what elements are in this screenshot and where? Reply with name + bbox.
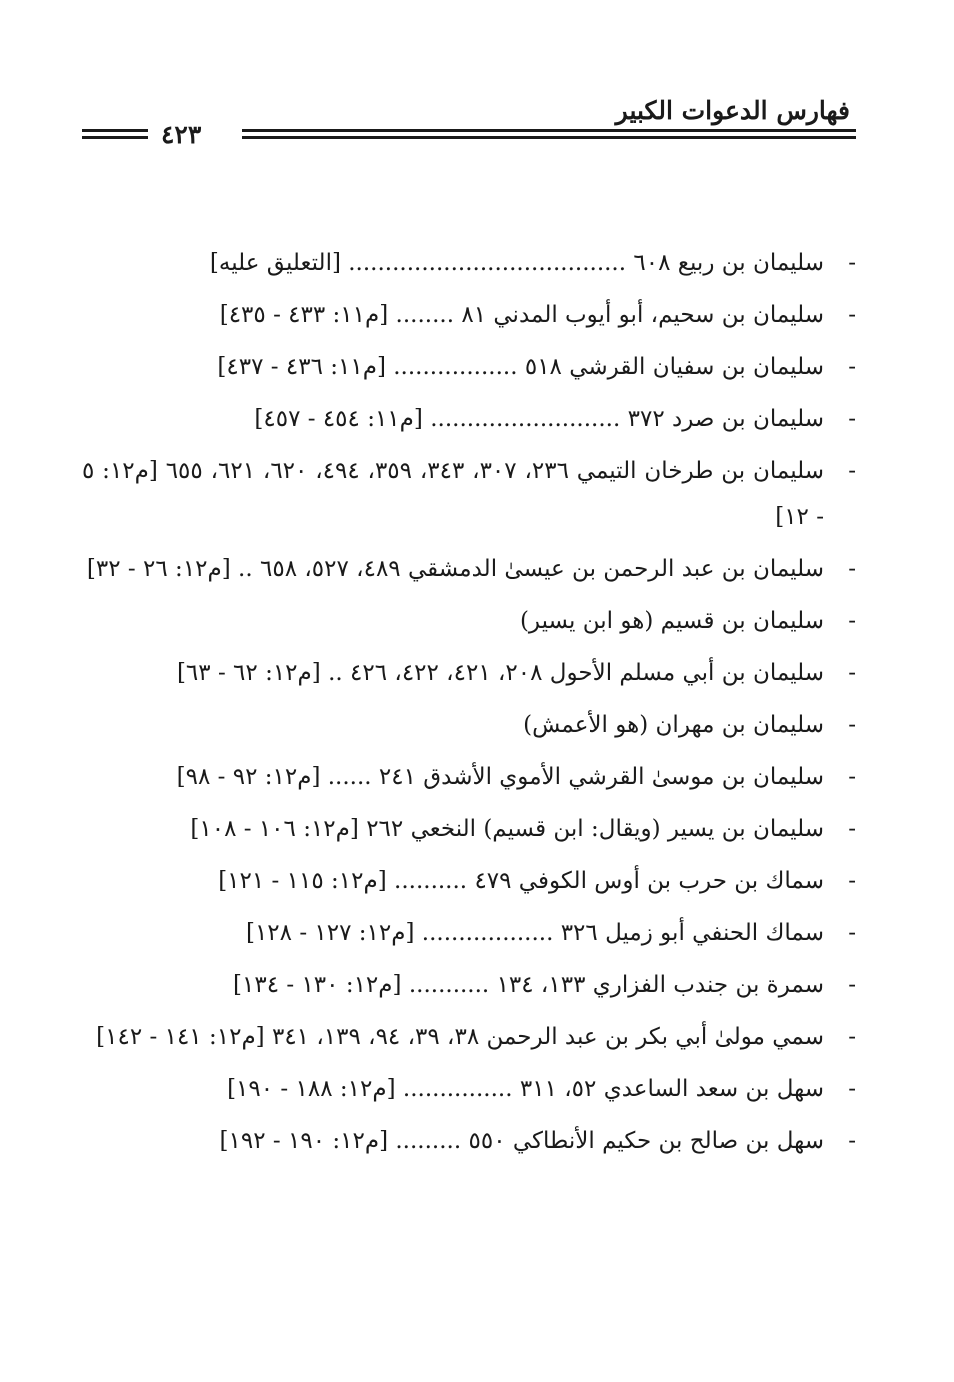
entry-text: سليمان بن أبي مسلم الأحول ٢٠٨، ٤٢١، ٤٢٢، ٤٢٦ .. [م١٢: ٦٢ - ٦٣] xyxy=(176,660,824,686)
entry-text: سهل بن سعد الساعدي ٥٢، ٣١١ ............... [م١٢: ١٨٨ - ١٩٠] xyxy=(227,1076,824,1102)
entry-text: سليمان بن مهران (هو الأعمش) xyxy=(523,712,824,738)
entry-text: سليمان بن قسيم (هو ابن يسير) xyxy=(519,608,824,634)
entry-dash: - xyxy=(848,556,856,582)
entry-text: سليمان بن سحيم، أبو أيوب المدني ٨١ ........ [م١١: ٤٣٣ - ٤٣٥] xyxy=(219,302,824,328)
page-header xyxy=(82,86,856,156)
entry-dash: - xyxy=(848,406,856,432)
index-entry xyxy=(82,1118,856,1164)
header-rule-left-top xyxy=(82,129,148,132)
entry-dash: - xyxy=(848,816,856,842)
entry-text: سماك بن حرب بن أوس الكوفي ٤٧٩ .......... [م١٢: ١١٥ - ١٢١] xyxy=(218,868,824,894)
entry-dash: - xyxy=(848,764,856,790)
entry-text: سليمان بن يسير (ويقال: ابن قسيم) النخعي ٢٦٢ [م١٢: ١٠٦ - ١٠٨] xyxy=(190,816,824,842)
entry-text: سليمان بن سفيان القرشي ٥١٨ ................. [م١١: ٤٣٦ - ٤٣٧] xyxy=(217,354,824,380)
header-rule-right-top xyxy=(242,129,856,132)
entry-text: سليمان بن صرد ٣٧٢ .......................... [م١١: ٤٥٤ - ٤٥٧] xyxy=(254,406,824,432)
entry-text: سمرة بن جندب الفزاري ١٣٣، ١٣٤ ........... [م١٢: ١٣٠ - ١٣٤] xyxy=(233,972,824,998)
index-entry xyxy=(82,962,856,1008)
entry-dash: - xyxy=(848,608,856,634)
index-entry xyxy=(82,292,856,338)
entry-dash: - xyxy=(848,458,856,484)
entry-text: سمي مولىٰ أبي بكر بن عبد الرحمن ٣٨، ٣٩، ٩٤، ١٣٩، ٣٤١ [م١٢: ١٤١ - ١٤٢] xyxy=(96,1024,824,1050)
entry-dash: - xyxy=(848,1076,856,1102)
index-entry xyxy=(82,396,856,442)
entry-dash: - xyxy=(848,920,856,946)
index-entry xyxy=(82,1066,856,1112)
entry-dash: - xyxy=(848,972,856,998)
entry-text: سماك الحنفي أبو زميل ٣٢٦ .................. [م١٢: ١٢٧ - ١٢٨] xyxy=(245,920,824,946)
entry-dash: - xyxy=(848,302,856,328)
index-entry xyxy=(82,806,856,852)
entry-dash: - xyxy=(848,712,856,738)
entry-text: سليمان بن ربيع ٦٠٨ ...................................... [التعليق عليه] xyxy=(209,250,824,276)
index-entry xyxy=(82,344,856,390)
index-entry xyxy=(82,546,856,592)
page-number: ٤٢٣ xyxy=(161,120,202,149)
header-rule-left-bottom xyxy=(82,136,148,139)
entry-dash: - xyxy=(848,1128,856,1154)
index-entry xyxy=(82,910,856,956)
entry-dash: - xyxy=(848,1024,856,1050)
index-entry xyxy=(82,702,856,748)
entry-text: سليمان بن عبد الرحمن بن عيسىٰ الدمشقي ٤٨٩، ٥٢٧، ٦٥٨ .. [م١٢: ٢٦ - ٣٢] xyxy=(86,556,824,582)
entry-text: سليمان بن طرخان التيمي ٢٣٦، ٣٠٧، ٣٤٣، ٣٥٩، ٤٩٤، ٦٢٠، ٦٢١، ٦٥٥ [م١٢: ٥ - ١٢] xyxy=(74,458,825,530)
index-entry xyxy=(82,598,856,644)
entry-dash: - xyxy=(848,250,856,276)
running-title: فهارس الدعوات الكبير xyxy=(615,96,850,125)
index-entry xyxy=(74,448,856,540)
index-entry xyxy=(82,240,856,286)
index-entry xyxy=(82,1014,856,1060)
entry-text: سليمان بن موسىٰ القرشي الأموي الأشدق ٢٤١ ...... [م١٢: ٩٢ - ٩٨] xyxy=(176,764,824,790)
entry-dash: - xyxy=(848,660,856,686)
entry-dash: - xyxy=(848,354,856,380)
index-entry xyxy=(82,650,856,696)
header-rule-right-bottom xyxy=(242,136,856,139)
index-entry xyxy=(82,754,856,800)
entry-dash: - xyxy=(848,868,856,894)
index-list xyxy=(74,240,856,1170)
entry-text: سهل بن صالح بن حكيم الأنطاكي ٥٥٠ ......... [م١٢: ١٩٠ - ١٩٢] xyxy=(219,1128,824,1154)
index-entry xyxy=(82,858,856,904)
